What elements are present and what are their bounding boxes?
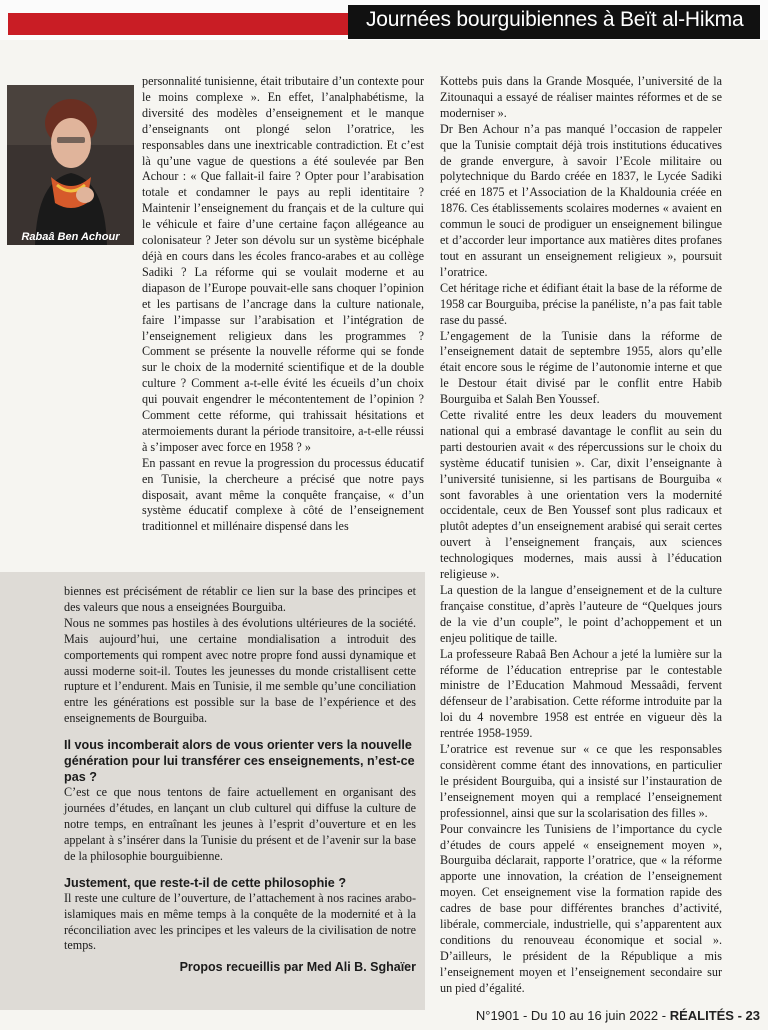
article-paragraph: Kottebs puis dans la Grande Mosquée, l’université de la Zitounaqui a essayé de réaliser maintes réformes et de se moderniser ». xyxy=(440,74,722,120)
section-title: Journées bourguibiennes à Beït al-Hikma xyxy=(366,8,744,31)
portrait-illustration xyxy=(7,85,134,245)
article-paragraph: Cet héritage riche et édifiant était la base de la réforme de 1958 car Bourguiba, précise la panéliste, n’a pas fait table rase du passé. xyxy=(440,280,722,327)
interview-question: Justement, que reste-t-il de cette philosophie ? xyxy=(64,875,347,890)
article-paragraph: La professeure Rabaâ Ben Achour a jeté la lumière sur la réforme de l’éducation entreprise par le contestable ministre de l’Education Mahmoud Messaâdi, fervent défenseur de l’arabisation. Cette réforme introduite par la loi du 4 novembre 1958 est entrée en vigueur dès la rentrée 1958-1959. xyxy=(440,646,722,741)
interview-paragraph: biennes est précisément de rétablir ce lien sur la base des principes et des valeurs que nous a enseignées Bourguiba. xyxy=(64,584,416,614)
interview-column xyxy=(64,584,416,976)
article-paragraph: En passant en revue la progression du processus éducatif en Tunisie, la chercheure a précisé que notre pays disposait, avant même la conquête française, « d’un système éducatif complexe à côté de l’enseignement traditionnel et millénaire dispensé dans les xyxy=(142,455,424,534)
page-header xyxy=(0,0,768,40)
photo-caption: Rabaâ Ben Achour xyxy=(21,231,120,243)
interview-paragraph: Nous ne sommes pas hostiles à des évolutions ultérieures de la société. Mais aujourd’hui, une certaine mondialisation a introduit des comportements qui rompent avec notre propre fond aussi dynamique et aussi moderne soit-il. Toutes les jeunesses du monde cristallisent cette rupture et l’endurent. Mais en Tunisie, il me semble qu’une conciliation entre les générations est possible sur la base de l’expérience et des enseignements de Bourguiba. xyxy=(64,615,416,726)
article-paragraph: L’oratrice est revenue sur « ce que les responsables considèrent comme étant des innovations, en particulier le président Bourguiba, qui a insisté sur l’instauration de l’enseignement moyen qui a remplacé l’enseignement professionnel, ainsi que sur la scolarisation des filles ». xyxy=(440,742,722,820)
footer-page-number: - 23 xyxy=(733,1008,760,1023)
interview-answer: C’est ce que nous tentons de faire actuellement en organisant des journées d’études, en lançant un club culturel qui diffuse la culture de notre temps, en entraînant les jeunes à l’esprit d’ouverture et en les appelant à s’insérer dans la Tunisie du présent et de l’avenir sur la base de la philosophie bourguibienne. xyxy=(64,785,416,863)
interview-answer: Il reste une culture de l’ouverture, de l’attachement à nos racines arabo-islamiques mais en même temps à la conquête de la modernité et à la réconciliation avec les principes et les valeurs de la civilisation de notre temps. xyxy=(64,890,416,953)
article-paragraph: personnalité tunisienne, était tributaire d’un contexte pour le moins complexe ». En effet, l’analphabétisme, la diversité des modèles d’enseignement et le manque d’enseignants ont plongé selon l’oratrice, les responsables dans une inextricable contradiction. Et c’est là qu’une vague de questions a été soulevée par Ben Achour : « Que fallait-il faire ? Opter pour l’arabisation totale et condamner le pays au repli identitaire ? Maintenir l’enseignement du français et de la culture qui le véhicule et faire d’une certaine façon allégeance au colonisateur ? Jeter son dévolu sur un système bicéphale déjà en cours dans les écoles franco-arabes et au collège Sadiki ? La réforme qui se voulait moderne et au diapason de l’Europe pouvait-elle sans choquer l’opinion et les partisans de l’ancrage dans la culture nationale, faire l’impasse sur l’arabisation et l’intégration de l’enseignement religieux dans les programmes ? Comment se présente la nouvelle réforme qui se fonde sur le choix de la modernité scientifique et de la double culture ? Comment a-t-elle évité les écueils d’un choix qui pouvait engendrer le mécontentement de l’opinion ? Comment cette réforme, qui trahissait hésitations et atermoiements durant la période transitoire, a-t-elle réussi à s’imposer avec force en 1958 ? » xyxy=(142,74,424,454)
interview-question: Il vous incomberait alors de vous orienter vers la nouvelle génération pour lui transférer ces enseignements, n’est-ce pas ? xyxy=(64,738,415,785)
article-paragraph: La question de la langue d’enseignement et de la culture française constitue, d’après l’auteure de “Quelques jours de la vie d’un couple”, le point d’achoppement et un enjeu politique de taille. xyxy=(440,583,722,645)
footer-issue: N°1901 - Du 10 au 16 juin 2022 - xyxy=(475,1008,670,1023)
footer-magazine: RÉALITÉS xyxy=(669,1008,734,1023)
header-red-band xyxy=(8,13,348,35)
portrait-photo xyxy=(7,85,134,245)
article-paragraph: Dr Ben Achour n’a pas manqué l’occasion de rappeler que la Tunisie comptait déjà trois institutions éducatives de grande envergure, à savoir l’Ecole militaire ou polytechnique du Bardo créée en 1837, le Lycée Sadiki créé en 1875 et l’Association de la Khaldounia créée en 1876. Ces établissements scolaires modernes « avaient en commun le souci de prodiguer un enseignement bilingue et d’accorder leur importance aux matières dites profanes tout en assurant un enseignement religieux », poursuit l’oratrice. xyxy=(440,121,722,279)
article-column-left xyxy=(142,74,424,535)
article-paragraph: L’engagement de la Tunisie dans la réforme de l’enseignement datait de septembre 1955, alors qu’elle était encore sous le régime de l’autonomie interne et que le Destour était divisé par le conflit entre Habib Bourguiba et Salah Ben Youssef. xyxy=(440,328,722,407)
byline: Propos recueillis par Med Ali B. Sghaïer xyxy=(179,960,416,975)
page-footer xyxy=(430,1008,760,1028)
article-paragraph: Pour convaincre les Tunisiens de l’importance du cycle d’études de cours appelé « enseignement moyen », Bourguiba déclarait, rapporte l’oratrice, que « la réforme apporte une innovation, la création de l’enseignement moyen. Cet enseignement vise la formation rapide des cadres de base pour différentes branches d’activité, libérale, commerciale, industrielle, qui s’apparentent aux conditions du renouveau économique et social ». D’ailleurs, le président de la République a mis l’enseignement moyen et l’enseignement secondaire sur un pied d’égalité. xyxy=(440,821,722,995)
article-paragraph: Cette rivalité entre les deux leaders du mouvement national qui a embrasé davantage le conflit au sein du parti destourien avait « des répercussions sur le choix du système éducatif tunisien ». Car, dixit l’enseignante à l’université tunisienne, si les partisans de Bourguiba « sont favorables à une orientation vers la modernité occidentale, ceux de Ben Youssef sont plus radicaux et plutôt adeptes d’un enseignement arabisé qui serait certes ouvert à l’enseignement français, aux sciences technologiques modernes, mais aussi à l’éducation religieuse ». xyxy=(440,408,722,582)
article-column-right xyxy=(440,74,722,997)
